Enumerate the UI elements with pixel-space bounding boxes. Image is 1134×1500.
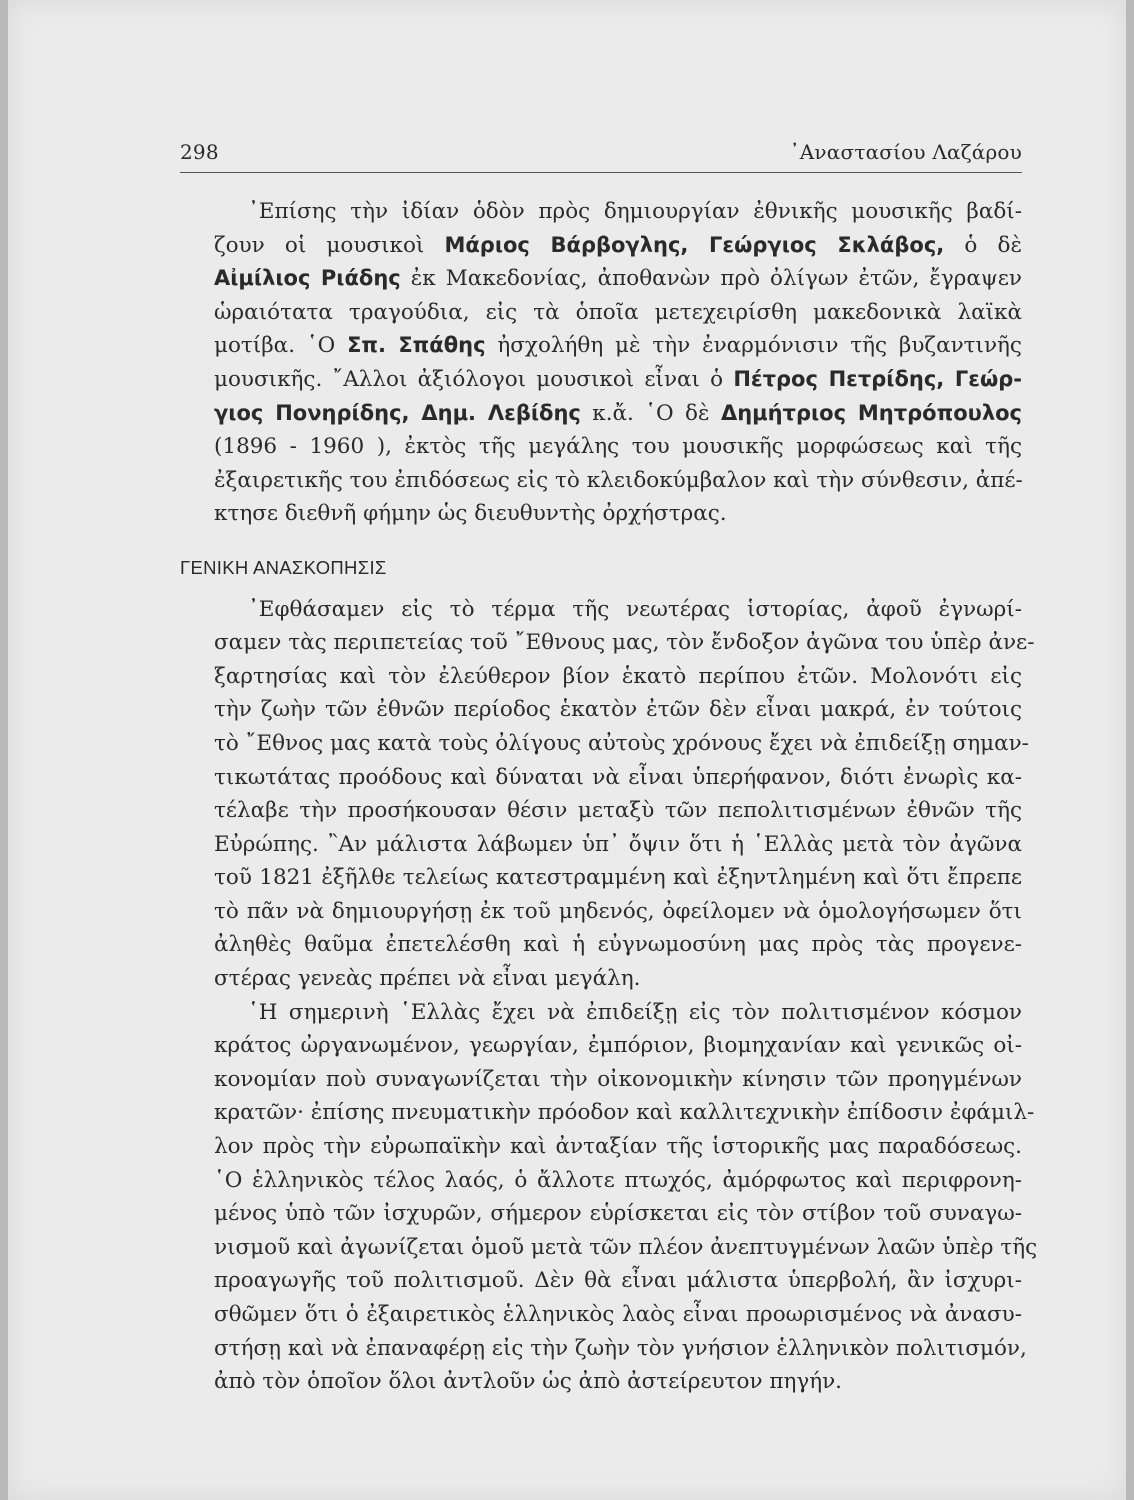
bold-names: Δημήτριος Μητρόπουλος <box>720 400 1022 425</box>
text-line: τοῦ 1821 ἐξῆλθε τελείως κατεστραμμένη καὶ ἐξηντλημένη καὶ ὅτι ἔπρεπε <box>214 865 1022 891</box>
text-line: Αἰμίλιος Ριάδης ἐκ Μακεδονίας, ἀποθανὼν πρὸ ὀλίγων ἐτῶν, ἔγραψεν <box>214 266 1022 292</box>
page-number: 298 <box>180 140 219 164</box>
text-line: κονομίαν ποὺ συναγωνίζεται τὴν οἰκονομικὴν κίνησιν τῶν προηγμένων <box>214 1066 1022 1092</box>
text-line: ἀληθὲς θαῦμα ἐπετελέσθη καὶ ἡ εὐγνωμοσύνη μας πρὸς τὰς προγενε- <box>214 932 1022 958</box>
text-line: λον πρὸς τὴν εὐρωπαϊκὴν καὶ ἀνταξίαν τῆς ἱστορικῆς μας παραδόσεως. <box>214 1134 1022 1160</box>
paragraph-modern-greece <box>180 996 1038 1399</box>
text-line: κράτος ὠργανωμένον, γεωργίαν, ἐμπόριον, βιομηχανίαν καὶ γενικῶς οἰ- <box>214 1033 1022 1059</box>
running-header <box>180 140 1022 173</box>
text-line: στέρας γενεὰς πρέπει νὰ εἶναι μεγάλη. <box>214 966 641 992</box>
bold-names: Πέτρος Πετρίδης, Γεώρ- <box>733 366 1022 391</box>
text-line: σαμεν τὰς περιπετείας τοῦ ῎Εθνους μας, τὸν ἔνδοξον ἀγῶνα του ὑπὲρ ἀνε- <box>214 630 1035 656</box>
text-line: ῾Η σημερινὴ ῾Ελλὰς ἔχει νὰ ἐπιδείξῃ εἰς τὸν πολιτισμένον κόσμον <box>248 999 1022 1025</box>
running-title: ᾿Αναστασίου Λαζάρου <box>789 140 1022 164</box>
text-line: ξαρτησίας καὶ τὸν ἐλεύθερον βίον ἑκατὸ περίπου ἐτῶν. Μολονότι εἰς <box>214 663 1022 689</box>
text-line: (1896 - 1960 ), ἐκτὸς τῆς μεγάλης του μουσικῆς μορφώσεως καὶ τῆς <box>214 434 1022 460</box>
text-line: ῾Ο ἑλληνικὸς τέλος λαός, ὁ ἄλλοτε πτωχός, ἀμόρφωτος καὶ περιφρονη- <box>214 1167 1022 1193</box>
text-line: τέλαβε τὴν προσήκουσαν θέσιν μεταξὺ τῶν πεπολιτισμένων ἐθνῶν τῆς <box>214 798 1022 824</box>
text-line: τὸ πᾶν νὰ δημιουργήσῃ ἐκ τοῦ μηδενός, ὀφείλομεν νὰ ὁμολογήσωμεν ὅτι <box>214 898 1022 924</box>
text-line: ᾿Εφθάσαμεν εἰς τὸ τέρμα τῆς νεωτέρας ἱστορίας, ἀφοῦ ἐγνωρί- <box>248 596 1022 622</box>
body-text <box>180 195 1038 1399</box>
text-line: προαγωγῆς τοῦ πολιτισμοῦ. Δὲν θὰ εἶναι μάλιστα ὑπερβολή, ἂν ἰσχυρι- <box>214 1268 1022 1294</box>
text-line: μένος ὑπὸ τῶν ἰσχυρῶν, σήμερον εὑρίσκεται εἰς τὸν στίβον τοῦ συναγω- <box>214 1201 1022 1227</box>
text-line: ὡραιότατα τραγούδια, εἰς τὰ ὁποῖα μετεχειρίσθη μακεδονικὰ λαϊκὰ <box>214 299 1022 325</box>
text-line: Εὐρώπης. ῍Αν μάλιστα λάβωμεν ὑπ᾿ ὄψιν ὅτι ἡ ῾Ελλὰς μετὰ τὸν ἀγῶνα <box>214 831 1022 857</box>
page-content <box>180 140 1038 1399</box>
text-line: τὸ ῎Εθνος μας κατὰ τοὺς ὀλίγους αὐτοὺς χρόνους ἔχει νὰ ἐπιδείξῃ σημαν- <box>214 730 1029 756</box>
text-line: γιος Πονηρίδης, Δημ. Λεβίδης κ.ἄ. ῾Ο δὲ Δημήτριος Μητρόπουλος <box>214 400 1022 426</box>
section-heading: ΓΕΝΙΚΗ ΑΝΑΣΚΟΠΗΣΙΣ <box>180 556 387 578</box>
text-line: ἀπὸ τὸν ὁποῖον ὅλοι ἀντλοῦν ὡς ἀπὸ ἀστείρευτον πηγήν. <box>214 1369 843 1395</box>
text-line: μουσικῆς. ῎Αλλοι ἀξιόλογοι μουσικοὶ εἶναι ὁ Πέτρος Πετρίδης, Γεώρ- <box>214 366 1022 392</box>
text-line: ᾿Επίσης τὴν ἰδίαν ὁδὸν πρὸς δημιουργίαν ἐθνικῆς μουσικῆς βαδί- <box>248 199 1022 224</box>
bold-names: γιος Πονηρίδης, Δημ. Λεβίδης <box>214 400 581 425</box>
paragraph-overview <box>180 593 1035 996</box>
book-page <box>8 0 1126 1500</box>
text-line: στήσῃ καὶ νὰ ἐπαναφέρῃ εἰς τὴν ζωὴν τὸν γνήσιον ἑλληνικὸν πολιτισμόν, <box>214 1335 1027 1361</box>
text-line: κρατῶν· ἐπίσης πνευματικὴν πρόοδον καὶ καλλιτεχνικὴν ἐπίδοσιν ἐφάμιλ- <box>214 1100 1035 1126</box>
text-line: κτησε διεθνῆ φήμην ὡς διευθυντὴς ὀρχήστρας. <box>214 501 727 527</box>
paragraph-composers <box>180 195 1022 531</box>
bold-names: Αἰμίλιος Ριάδης <box>214 266 401 291</box>
text-line: ζουν οἱ μουσικοὶ Μάριος Βάρβογλης, Γεώργιος Σκλάβος, ὁ δὲ <box>214 232 1022 258</box>
bold-names: Σπ. Σπάθης <box>347 333 486 358</box>
bold-names: Μάριος Βάρβογλης, Γεώργιος Σκλάβος, <box>444 232 945 257</box>
text-line: νισμοῦ καὶ ἀγωνίζεται ὁμοῦ μετὰ τῶν πλέον ἀνεπτυγμένων λαῶν ὑπὲρ τῆς <box>214 1234 1038 1260</box>
text-line: τικωτάτας προόδους καὶ δύναται νὰ εἶναι ὑπερήφανον, διότι ἐνωρὶς κα- <box>214 764 1022 790</box>
text-line: τὴν ζωὴν τῶν ἐθνῶν περίοδος ἑκατὸν ἐτῶν δὲν εἶναι μακρά, ἐν τούτοις <box>214 697 1022 723</box>
text-line: ἐξαιρετικῆς του ἐπιδόσεως εἰς τὸ κλειδοκύμβαλον καὶ τὴν σύνθεσιν, ἀπέ- <box>214 467 1023 493</box>
text-line: σθῶμεν ὅτι ὁ ἐξαιρετικὸς ἑλληνικὸς λαὸς εἶναι προωρισμένος νὰ ἀνασυ- <box>214 1302 1022 1327</box>
text-line: μοτίβα. ῾Ο Σπ. Σπάθης ἠσχολήθη μὲ τὴν ἐναρμόνισιν τῆς βυζαντινῆς <box>214 333 1022 359</box>
